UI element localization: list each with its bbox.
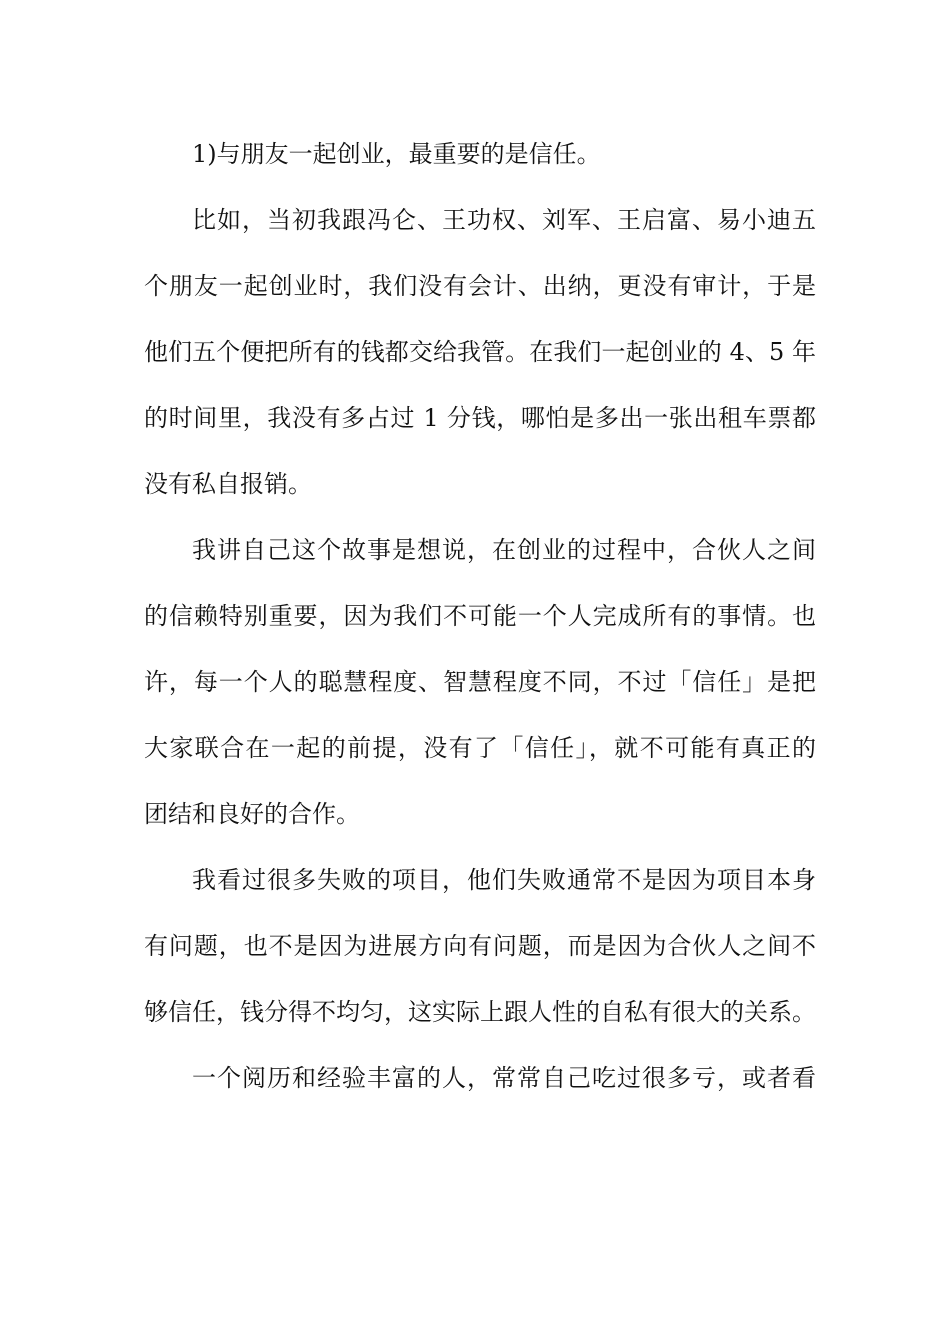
- text-line: 的信赖特别重要，因为我们不可能一个人完成所有的事情。也: [144, 602, 816, 630]
- text-line: 他们五个便把所有的钱都交给我管。在我们一起创业的 4、5 年: [144, 338, 816, 366]
- text-line: 比如，当初我跟冯仑、王功权、刘军、王启富、易小迪五: [192, 206, 816, 234]
- text-line: 没有私自报销。: [144, 470, 312, 498]
- text-line: 个朋友一起创业时，我们没有会计、出纳，更没有审计，于是: [144, 272, 816, 300]
- text-line: 够信任，钱分得不均匀，这实际上跟人性的自私有很大的关系。: [144, 998, 816, 1026]
- text-line: 我讲自己这个故事是想说，在创业的过程中，合伙人之间: [192, 536, 816, 564]
- paragraph-5: [144, 1045, 816, 1111]
- text-line: 我看过很多失败的项目，他们失败通常不是因为项目本身: [192, 866, 816, 894]
- paragraph-2: [144, 187, 816, 517]
- text-line: 许，每一个人的聪慧程度、智慧程度不同，不过「信任」是把: [144, 668, 816, 696]
- text-line: 团结和良好的合作。: [144, 800, 360, 828]
- text-line: 大家联合在一起的前提，没有了「信任」，就不可能有真正的: [144, 734, 816, 762]
- paragraph-1: [144, 121, 816, 187]
- text-line: 的时间里，我没有多占过 1 分钱，哪怕是多出一张出租车票都: [144, 404, 816, 432]
- text-line: 一个阅历和经验丰富的人，常常自己吃过很多亏，或者看: [192, 1064, 816, 1092]
- paragraph-4: [144, 847, 816, 1045]
- paragraph-3: [144, 517, 816, 847]
- text-line: 1)与朋友一起创业，最重要的是信任。: [192, 140, 601, 168]
- text-line: 有问题，也不是因为进展方向有问题，而是因为合伙人之间不: [144, 932, 816, 960]
- document-body: [144, 121, 816, 1111]
